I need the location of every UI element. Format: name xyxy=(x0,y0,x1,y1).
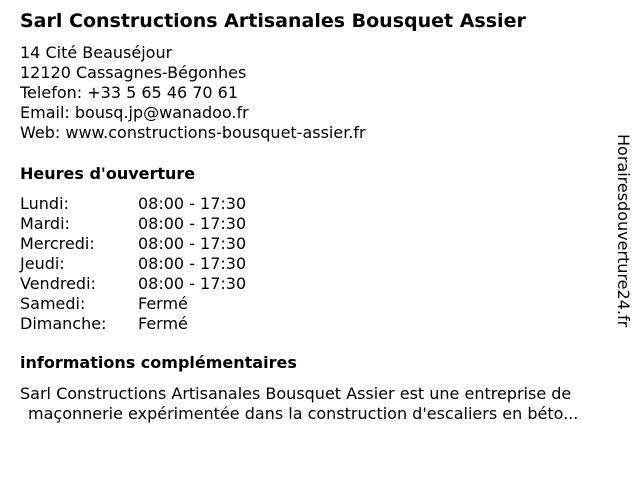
day-label: Vendredi: xyxy=(20,274,96,293)
street-address: 14 Cité Beauséjour xyxy=(20,43,173,62)
email-address[interactable]: Email: bousq.jp@wanadoo.fr xyxy=(20,103,249,122)
time-value: 08:00 - 17:30 xyxy=(138,194,247,213)
time-value: 08:00 - 17:30 xyxy=(138,214,247,233)
contact-block xyxy=(20,43,366,143)
phone-number[interactable]: Telefon: +33 5 65 46 70 61 xyxy=(20,83,239,102)
hours-row-saturday xyxy=(20,294,280,314)
time-value: 08:00 - 17:30 xyxy=(138,274,247,293)
hours-row-tuesday xyxy=(20,214,280,234)
hours-row-sunday xyxy=(20,314,280,334)
website-link[interactable]: Web: www.constructions-bousquet-assier.fr xyxy=(20,123,366,142)
time-value: 08:00 - 17:30 xyxy=(138,234,247,253)
city: 12120 Cassagnes-Bégonhes xyxy=(20,63,247,82)
time-value: Fermé xyxy=(138,314,188,333)
info-heading: informations complémentaires xyxy=(20,353,297,372)
hours-row-monday xyxy=(20,194,280,214)
hours-heading: Heures d'ouverture xyxy=(20,164,196,183)
watermark: Horairesdouverture24.fr xyxy=(614,134,633,328)
description-line: maçonnerie expérimentée dans la construction d'escaliers en béto... xyxy=(28,404,579,423)
day-label: Lundi: xyxy=(20,194,69,213)
day-label: Dimanche: xyxy=(20,314,107,333)
day-label: Samedi: xyxy=(20,294,86,313)
time-value: 08:00 - 17:30 xyxy=(138,254,247,273)
description xyxy=(20,384,578,424)
day-label: Mercredi: xyxy=(20,234,95,253)
hours-row-thursday xyxy=(20,254,280,274)
business-name: Sarl Constructions Artisanales Bousquet Assier xyxy=(20,10,526,32)
time-value: Fermé xyxy=(138,294,188,313)
hours-row-friday xyxy=(20,274,280,294)
day-label: Jeudi: xyxy=(20,254,65,273)
opening-hours-table xyxy=(20,194,280,334)
hours-row-wednesday xyxy=(20,234,280,254)
day-label: Mardi: xyxy=(20,214,70,233)
description-line: Sarl Constructions Artisanales Bousquet Assier est une entreprise de xyxy=(20,384,572,403)
